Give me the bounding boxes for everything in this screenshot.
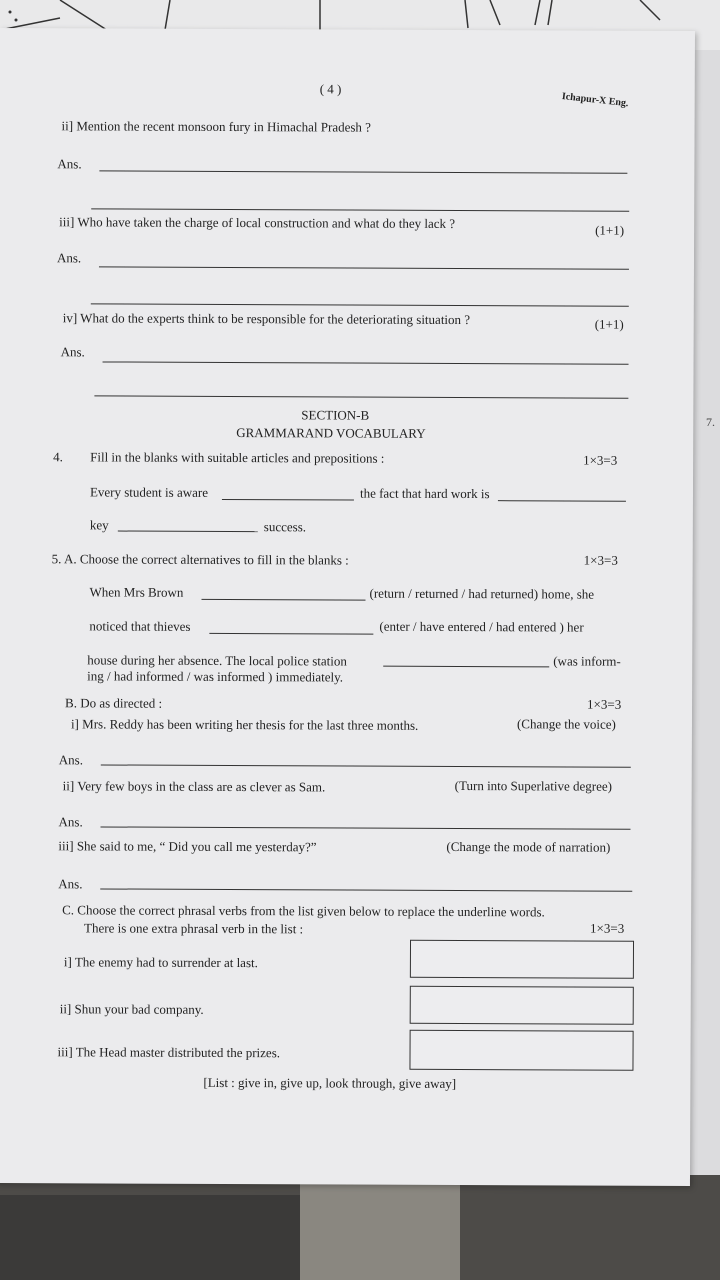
fill-line-1b: the fact that hard work is — [359, 485, 490, 502]
background-bottom — [0, 1175, 720, 1280]
choice-line-2b: (enter / have entered / had entered ) her — [379, 618, 584, 635]
question-5b-ii: ii] Very few boys in the class are as clever as Sam. — [62, 778, 326, 795]
question-5c-i: i] The enemy had to surrender at last. — [63, 954, 258, 971]
answer-line — [91, 208, 629, 211]
question-5b-ii-direction: (Turn into Superlative degree) — [454, 777, 613, 794]
question-5b-marks: 1×3=3 — [587, 696, 622, 712]
question-5b-iii: iii] She said to me, “ Did you call me yesterday?” — [58, 838, 317, 855]
answer-label: Ans. — [58, 752, 84, 768]
question-5c-note: There is one extra phrasal verb in the list : — [84, 920, 304, 937]
blank-line[interactable] — [383, 666, 549, 668]
answer-box-2[interactable] — [410, 986, 634, 1025]
blank-line[interactable] — [222, 499, 354, 501]
answer-label: Ans. — [60, 344, 85, 360]
answer-line — [94, 395, 628, 398]
question-4-marks: (1+1) — [594, 316, 624, 332]
blank-line[interactable] — [202, 599, 366, 601]
question-5b-iii-direction: (Change the mode of narration) — [446, 838, 611, 855]
choice-line-3b: (was inform- — [553, 653, 621, 669]
blank-line[interactable] — [498, 500, 626, 502]
answer-line[interactable] — [101, 826, 631, 829]
question-2: ii] Mention the recent monsoon fury in Himachal Pradesh ? — [61, 118, 372, 135]
question-4-marks-b: 1×3=3 — [583, 452, 618, 468]
choice-line-1b: (return / returned / had returned) home, she — [369, 585, 595, 602]
choice-line-2a: noticed that thieves — [89, 618, 191, 634]
choice-line-3a: house during her absence. The local police station — [87, 652, 347, 669]
answer-line — [99, 170, 627, 173]
school-code: Ichapur-X Eng. — [561, 90, 629, 110]
answer-label: Ans. — [56, 250, 82, 266]
answer-line[interactable] — [100, 888, 632, 891]
choice-line-1a: When Mrs Brown — [89, 584, 184, 600]
question-4-text: Fill in the blanks with suitable articles and prepositions : — [90, 449, 385, 466]
question-5c-ii: ii] Shun your bad company. — [59, 1001, 204, 1017]
page-number: ( 4 ) — [319, 81, 342, 97]
section-subtitle: GRAMMARAND VOCABULARY — [236, 425, 426, 441]
answer-line — [103, 361, 629, 364]
blank-line[interactable] — [118, 531, 258, 533]
question-4-number: 4. — [53, 449, 63, 465]
answer-box-3[interactable] — [409, 1030, 633, 1071]
question-5c: C. Choose the correct phrasal verbs from the list given below to replace the underline words. — [62, 902, 545, 920]
question-5b-i-direction: (Change the voice) — [516, 716, 616, 732]
floor — [300, 1175, 460, 1280]
adjacent-page-mark: 7. — [706, 415, 715, 429]
question-5a: 5. A. Choose the correct alternatives to fill in the blanks : — [51, 551, 349, 568]
exam-page — [0, 28, 695, 1186]
shadow — [0, 1195, 300, 1280]
answer-box-1[interactable] — [410, 940, 634, 979]
question-3: iii] Who have taken the charge of local construction and what do they lack ? — [59, 214, 456, 231]
question-5c-marks: 1×3=3 — [590, 920, 625, 936]
question-4: iv] What do the experts think to be responsible for the deteriorating situation ? — [62, 310, 471, 328]
choice-line-4: ing / had informed / was informed ) immediately. — [87, 668, 344, 685]
blank-line[interactable] — [209, 633, 373, 635]
phrasal-verb-list: [List : give in, give up, look through, give away] — [203, 1074, 457, 1092]
fill-line-2a: key — [89, 517, 109, 533]
answer-label: Ans. — [58, 876, 83, 892]
question-3-marks: (1+1) — [595, 222, 625, 238]
answer-line — [99, 266, 629, 269]
question-5b: B. Do as directed : — [65, 695, 163, 711]
answer-line — [91, 303, 629, 306]
fill-line-2b: success. — [263, 519, 307, 535]
question-5a-marks: 1×3=3 — [583, 552, 618, 568]
question-5b-i: i] Mrs. Reddy has been writing her thesis for the last three months. — [70, 716, 419, 733]
question-5c-iii: iii] The Head master distributed the prizes. — [57, 1044, 281, 1061]
answer-line[interactable] — [101, 764, 631, 767]
answer-label: Ans. — [58, 814, 83, 830]
fill-line-1a: Every student is aware — [89, 484, 209, 500]
section-title: SECTION-B — [301, 407, 370, 423]
answer-label: Ans. — [57, 156, 82, 172]
